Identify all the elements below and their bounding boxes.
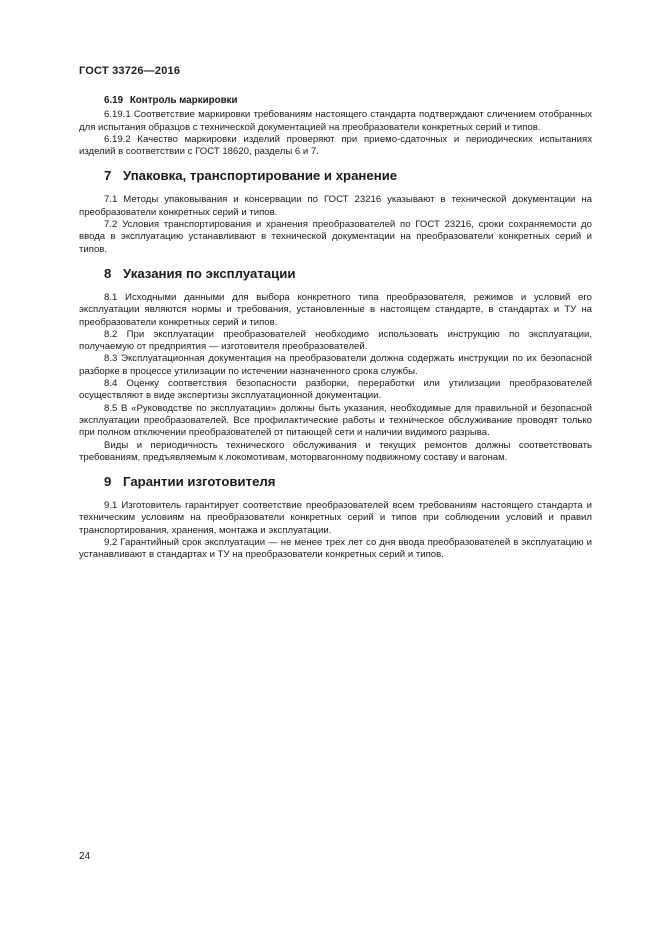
subsection-title xyxy=(79,95,592,107)
section-7-heading xyxy=(79,168,592,184)
section-title: Указания по эксплуатации xyxy=(123,265,296,281)
subsection-number: 6.19 xyxy=(104,95,124,106)
paragraph-7-2: 7.2 Условия транспортирования и хранения преобразователей по ГОСТ 23216, сроки сохраняемости до ввода в эксплуатацию устанавливают в технической документации на преобразователи конкретных серий и типов. xyxy=(79,219,592,255)
section-9-heading xyxy=(79,474,592,490)
section-8-heading xyxy=(79,266,592,282)
page-number: 24 xyxy=(79,851,91,862)
subsection-title-text: Контроль маркировки xyxy=(129,95,238,106)
section-title: Гарантии изготовителя xyxy=(123,474,276,490)
paragraph-8-5: 8.5 В «Руководстве по эксплуатации» должны быть указания, необходимые для правильной и безопасной эксплуатации преобразователей. Все профилактические работы и техническое обслуживание проводят только при полном отключении преобразователей от питающей сети и наличии видимого разрыва. xyxy=(79,402,592,439)
page-content xyxy=(79,95,592,562)
section-number: 8 xyxy=(104,265,112,281)
paragraph-8-5-cont: Виды и периодичность технического обслуживания и текущих ремонтов должны соответствовать требованиям, предъявляемым к локомотивам, моторвагонному подвижному составу и вагонам. xyxy=(79,439,592,463)
paragraph-6-19-1: 6.19.1 Соответствие маркировки требованиям настоящего стандарта подтверждают сличением отобранных для испытания образцов с технической документацией на преобразователи конкретных серий и типов. xyxy=(79,109,592,133)
paragraph-8-1: 8.1 Исходными данными для выбора конкретного типа преобразователя, режимов и условий его эксплуатации являются нормы и требования, установленные в настоящем стандарте, в стандартах и ТУ на преобразователи конкретных серий и типов. xyxy=(79,291,592,328)
section-number: 7 xyxy=(104,168,112,184)
section-title: Упаковка, транспортирование и хранение xyxy=(123,168,398,184)
paragraph-9-2: 9.2 Гарантийный срок эксплуатации — не менее трех лет со дня ввода преобразователей в эксплуатацию и устанавливают в стандартах и ТУ на преобразователи конкретных серий и типов. xyxy=(79,537,592,561)
paragraph-8-3: 8.3 Эксплуатационная документация на преобразователи должна содержать инструкции по их безопасной разборке в процессе утилизации по истечении назначенного срока службы. xyxy=(79,353,592,377)
paragraph-8-4: 8.4 Оценку соответствия безопасности разборки, переработки или утилизации преобразователей осуществляют в виде экспертизы эксплуатационной документации. xyxy=(79,378,592,402)
document-header: ГОСТ 33726—2016 xyxy=(79,65,181,77)
paragraph-9-1: 9.1 Изготовитель гарантирует соответствие преобразователей всем требованиям настоящего стандарта и техническим условиям на преобразователи конкретных серий и типов при соблюдении условий и правил транспортирования, хранения, монтажа и эксплуатации. xyxy=(79,500,592,536)
section-number: 9 xyxy=(104,474,112,490)
paragraph-7-1: 7.1 Методы упаковывания и консервации по ГОСТ 23216 указывают в технической документации на преобразователи конкретных серий и типов. xyxy=(79,194,592,218)
paragraph-6-19-2: 6.19.2 Качество маркировки изделий проверяют при приемо-сдаточных и периодических испытаниях изделий в соответствии с ГОСТ 18620, разделы 6 и 7. xyxy=(79,133,592,158)
paragraph-8-2: 8.2 При эксплуатации преобразователей необходимо использовать инструкцию по эксплуатации, получаемую от предприятия — изготовителя преобразователей. xyxy=(79,328,592,353)
